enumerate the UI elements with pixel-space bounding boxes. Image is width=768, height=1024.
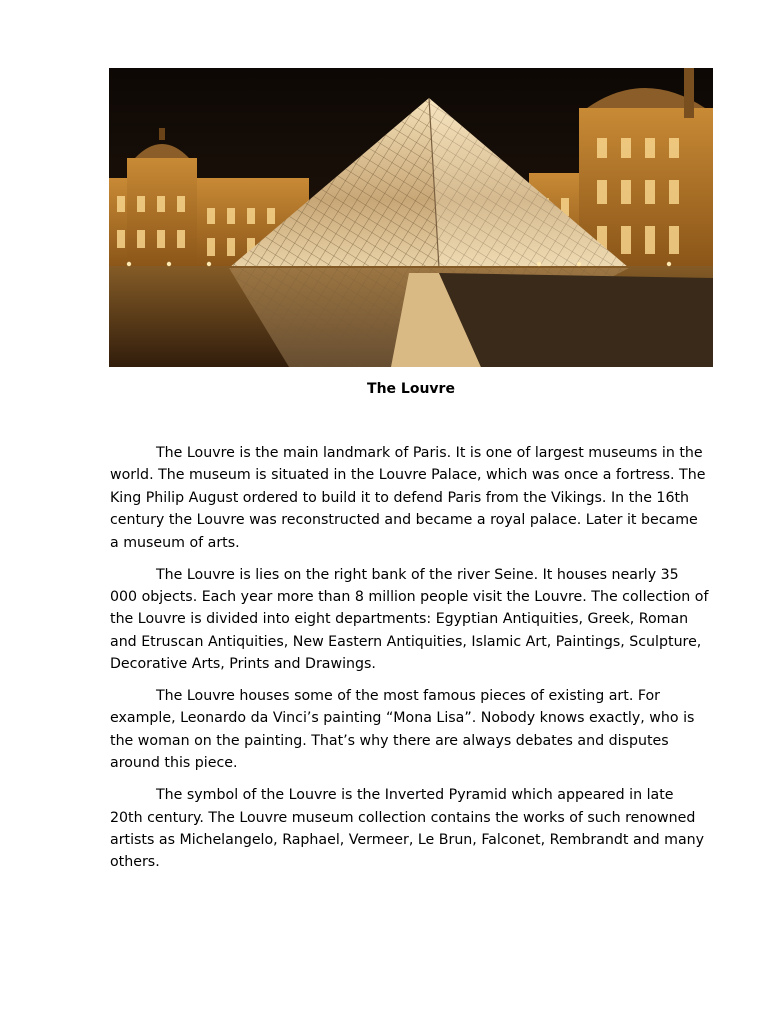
figure-caption: The Louvre (367, 381, 455, 397)
article-body (110, 442, 710, 883)
paragraph: The symbol of the Louvre is the Inverted Pyramid which appeared in late 20th century. The Louvre museum collection contains the works of such renowned artists as Michelangelo, Raphael, Vermeer, Le Brun, Falconet, Rembrandt and many others. (110, 787, 705, 871)
paragraph: The Louvre houses some of the most famous pieces of existing art. For example, Leonardo da Vinci’s painting “Mona Lisa”. Nobody knows exactly, who is the woman on the painting. That’s why there are always debates and disputes around this piece. (110, 688, 695, 772)
paragraph: The Louvre is the main landmark of Paris. It is one of largest museums in the world. The museum is situated in the Louvre Palace, which was once a fortress. The King Philip August ordered to build it to defend Paris from the Vikings. In the 16th century the Louvre was reconstructed and became a royal palace. Later it became a museum of arts. (110, 445, 706, 551)
paragraph: The Louvre is lies on the right bank of the river Seine. It houses nearly 35 000 objects. Each year more than 8 million people visit the Louvre. The collection of the Louvre is divided into eight departments: Egyptian Antiquities, Greek, Roman and Etruscan Antiquities, New Eastern Antiquities, Islamic Art, Paintings, Sculpture, Decorative Arts, Prints and Drawings. (110, 566, 709, 673)
louvre-photo (109, 68, 713, 367)
